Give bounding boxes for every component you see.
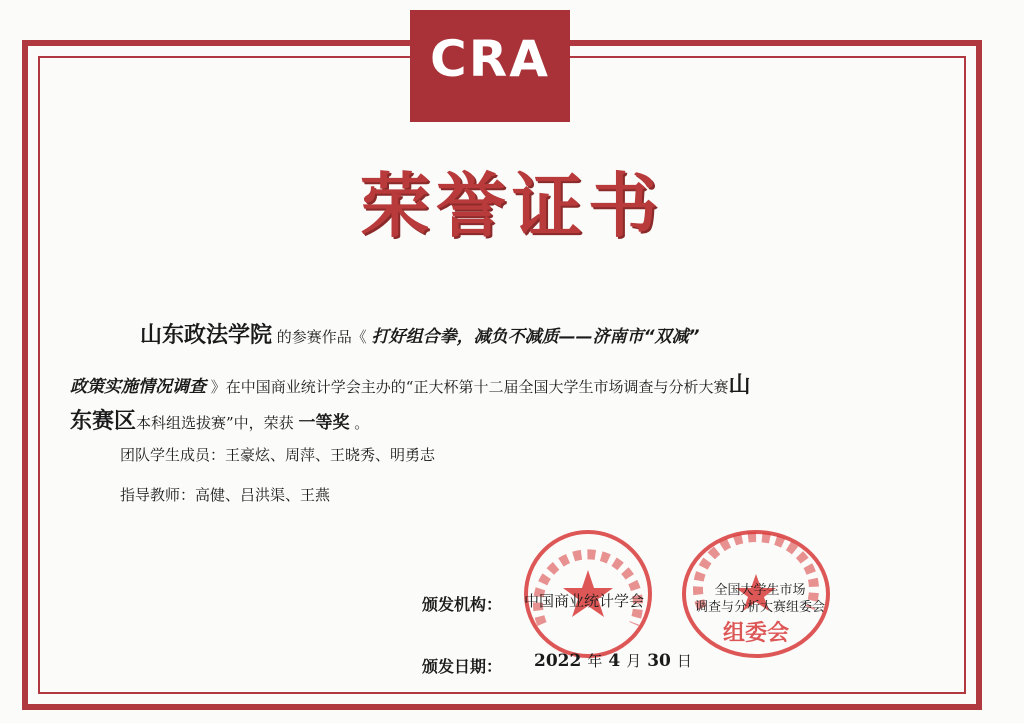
date-year: 2022 <box>534 651 582 671</box>
issuer-committee <box>680 582 840 616</box>
award-name: 一等奖 <box>298 413 350 433</box>
date-year-unit: 年 <box>587 652 603 670</box>
issue-date <box>534 650 698 671</box>
date-month-unit: 月 <box>626 652 642 670</box>
region-part1: 山 <box>728 373 751 398</box>
end-mark: 。 <box>354 414 370 432</box>
date-label: 颁发日期： <box>422 657 503 676</box>
body-line-2 <box>70 368 750 399</box>
team-members: 团队学生成员：王豪炫、周萍、王晓秀、明勇志 <box>120 446 436 464</box>
work-title-part1: 打好组合拳，减负不减质——济南市“双减” <box>371 327 700 347</box>
body-line-3 <box>70 404 369 435</box>
issuer-association: 中国商业统计学会 <box>524 592 645 610</box>
issuer-committee-line2: 调查与分析大赛组委会 <box>694 600 825 615</box>
group-phrase: 本科组选拔赛”中，荣获 <box>136 414 294 432</box>
issuer-committee-line1: 全国大学生市场 <box>714 583 806 598</box>
entry-phrase: 的参赛作品《 <box>276 328 367 346</box>
cra-logo: CRA <box>430 30 550 88</box>
work-title-part2: 政策实施情况调查 <box>70 377 206 397</box>
seal-committee-center-text: 组委会 <box>722 621 790 646</box>
date-month: 4 <box>608 651 621 671</box>
advisors: 指导教师：高健、吕洪渠、王燕 <box>120 486 331 504</box>
host-phrase: 》在中国商业统计学会主办的“正大杯第十二届全国大学生市场调查与分析大赛 <box>210 378 729 396</box>
date-day: 30 <box>647 651 671 671</box>
organization-name: 山东政法学院 <box>140 323 273 348</box>
region-part2: 东赛区 <box>70 409 137 434</box>
date-day-unit: 日 <box>676 652 692 670</box>
body-line-1 <box>140 318 700 349</box>
certificate-title: 荣誉证书 <box>360 165 664 247</box>
issuer-label: 颁发机构： <box>422 595 503 614</box>
